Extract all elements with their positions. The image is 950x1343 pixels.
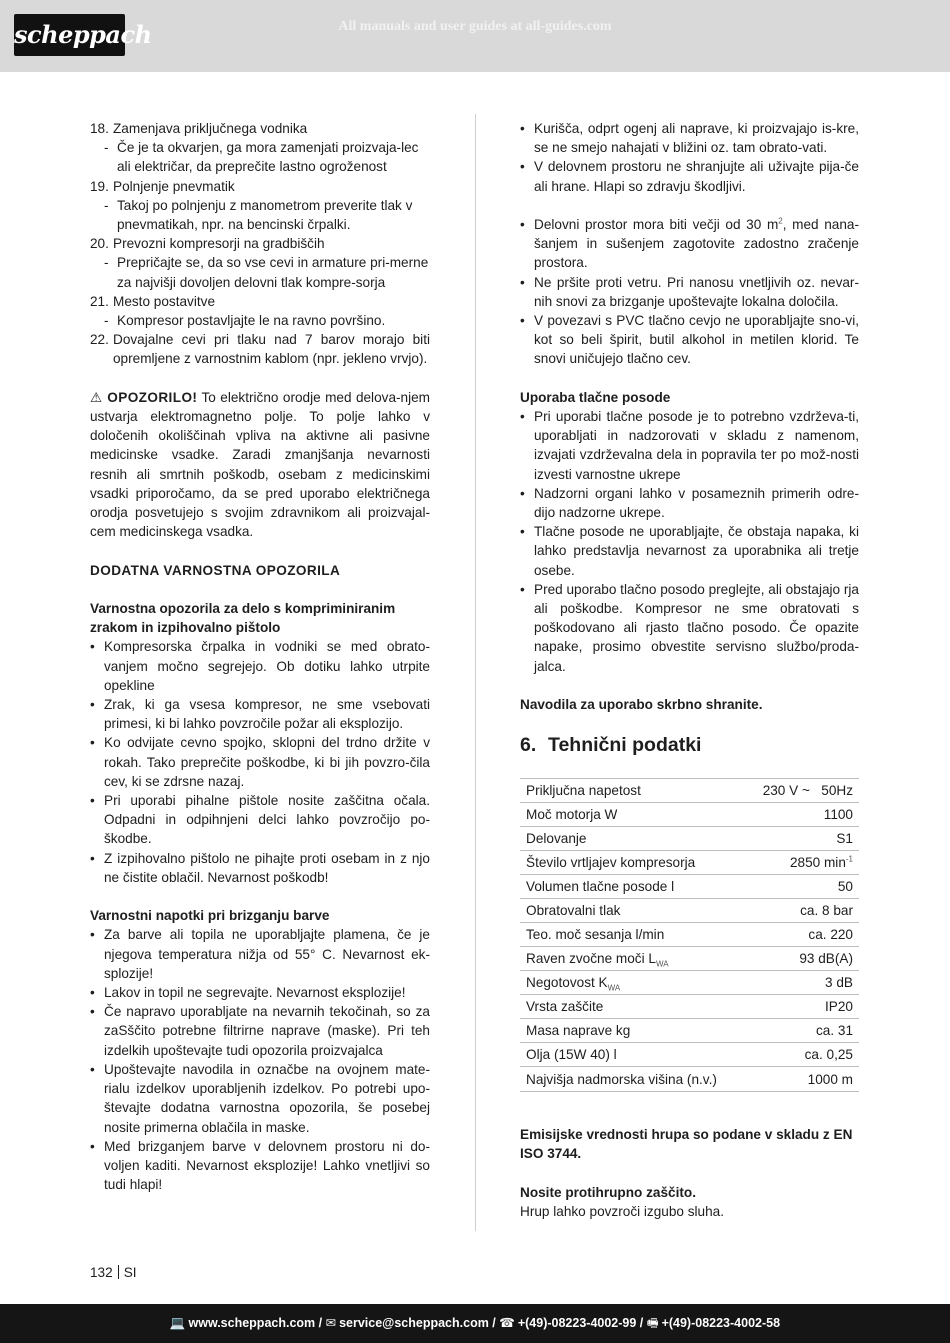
table-row: Moč motorja W 1100 — [520, 803, 859, 827]
list-item: • Zrak, ki ga vsesa kompresor, ne sme vsebovati primesi, ki bi lahko povzročile požar ali eksplozijo. — [90, 697, 430, 732]
footer-bar: 💻 www.scheppach.com / ✉ service@scheppach.com / ☎ +(49)-08223-4002-99 / 🖷 +(49)-08223-4002-58 — [0, 1304, 950, 1343]
mail-icon: ✉ — [325, 1316, 337, 1330]
table-row: Negotovost $K_{WA}$ 3 dB — [520, 971, 859, 995]
list-item: • Nadzorni organi lahko v posameznih primerih odre-dijo nadzorne ukrepe. — [520, 485, 859, 521]
right-column — [520, 119, 859, 1221]
top-bar — [0, 0, 950, 72]
warning-triangle-icon: ⚠ — [90, 389, 103, 405]
list-item: • Ko odvijate cevno spojko, sklopni del trdno držite v rokah. Tako preprečite poškodbe, ki bi jih povzro-čila cev, ki se zdrsne nazaj. — [90, 735, 430, 789]
list-item: • Kurišča, odprt ogenj ali naprave, ki proizvajajo is-kre, se ne smejo nahajati v bližini oz. tam obrato-vati. — [520, 121, 859, 156]
subsection-title: Varnostna opozorila za delo s kompriminiranim zrakom in izpihovalno pištolo — [90, 601, 396, 636]
scheppach-logo: scheppach — [14, 14, 125, 56]
ear-protection-title: Nosite protihrupno zaščito. — [520, 1184, 696, 1200]
table-row: Najvišja nadmorska višina (n.v.) 1000 m — [520, 1067, 859, 1092]
list-item: • Lakov in topil ne segrevajte. Nevarnost eksplozije! — [90, 985, 406, 1001]
table-row: Raven zvočne moči $L_{WA}$ 93 dB(A) — [520, 947, 859, 971]
sub-item: - Če je ta okvarjen, ga mora zamenjati proizvaja-lec ali električar, da preprečite lastno ogroženost — [104, 140, 419, 175]
tech-data-table — [520, 778, 859, 1092]
page-number: 132 SI — [90, 1265, 137, 1280]
table-row: Olja (15W 40) l ca. 0,25 — [520, 1043, 859, 1067]
list-item: 18. Zamenjava priključnega vodnika — [90, 121, 308, 136]
list-item: • Z izpihovalno pištolo ne pihajte proti osebam in z njo ne čistite oblačil. Nevarnost poškodb! — [90, 850, 430, 885]
watermark: All manuals and user guides at all-guides.com — [338, 19, 612, 34]
table-row: Število vrtljajev kompresorja 2850 $\min^{-1}$ — [520, 851, 859, 875]
column-divider — [475, 114, 476, 1231]
computer-icon: 💻 — [169, 1316, 186, 1330]
list-item: • Med brizganjem barve v delovnem prostoru ni do-voljen kaditi. Nevarnost eksplozije! Lahko vnetljivi so tudi hlapi! — [90, 1138, 430, 1193]
list-item: 21. Mesto postavitve — [90, 293, 215, 309]
list-item: • Kompresorska črpalka in vodniki se med obrato-vanjem močno segrejejo. Ob dotiku lahko utrpite opekline — [90, 639, 430, 693]
fax-icon: 🖷 — [646, 1316, 659, 1330]
table-row: Masa naprave kg ca. 31 — [520, 1019, 859, 1043]
table-row: Delovanje S1 — [520, 827, 859, 851]
table-row: Priključna napetost 230 V ~ 50Hz — [520, 779, 859, 803]
website-link[interactable]: www.scheppach.com — [188, 1316, 316, 1330]
sub-item: - Kompresor postavljajte le na ravno površino. — [104, 313, 386, 329]
ear-protection-text: Hrup lahko povzroči izgubo sluha. — [520, 1204, 725, 1220]
email-link[interactable]: service@scheppach.com — [339, 1316, 489, 1330]
subsection-title: Varnostni napotki pri brizganju barve — [90, 908, 330, 924]
left-column — [90, 119, 430, 1194]
list-item: • V povezavi s PVC tlačno cevjo ne uporabljajte sno-vi, kot so beli špirit, butil alkohol in metilen klorid. Te snovi uničujejo tlačno cev. — [520, 313, 859, 367]
table-row: Obratovalni tlak ca. 8 bar — [520, 899, 859, 923]
list-item: • Če napravo uporabljate na nevarnih tekočinah, so za zaSščito potrebne filtrirne naprave (maske). Pri teh izdelkih upoštevajte tudi opozorila proizvajalca — [90, 1004, 430, 1058]
warning-label: OPOZORILO! — [107, 389, 198, 405]
sub-item: - Prepričajte se, da so vse cevi in armature pri-merne za najvišji dovoljen delovni tlak kompre-sorja — [104, 255, 429, 290]
list-item: • Ne pršite proti vetru. Pri nanosu vnetljivih oz. nevar-nih snovi za brizganje upoštevajte lokalna določila. — [520, 274, 859, 309]
subsection-title: Uporaba tlačne posode — [520, 389, 671, 405]
list-item: • Tlačne posode ne uporabljajte, če obstaja napaka, ki lahko predstavlja nevarnost za uporabnika ali tretje osebe. — [520, 524, 859, 578]
warning-paragraph: ⚠ OPOZORILO! To električno orodje med delova-njem ustvarja elektromagnetno polje. To polje lahko v določenih okoliščinah vpliva na aktivne ali pasivne medicinske vsadke. Zaradi zmanjšanja nevarnosti resnih ali smrtnih poškodb, osebam z medicinskimi vsadki priporočamo, da se pred uporabo električnega orodja posvetujejo s svojim zdravnikom ali proizvajal-cem medicinskega vsadka. — [90, 389, 430, 540]
list-item: 20. Prevozni kompresorji na gradbiščih — [90, 236, 325, 252]
list-item: • Pred uporabo tlačno posodo preglejte, ali obstajajo rja ali poškodbe. Kompresor ne sme obratovati s poškodovano ali rjasto tlačno posodo. Če opazite napake, prosimo obvestite servisno službo/proda-jalca. — [520, 581, 859, 674]
tech-data-heading: 6. Tehnični podatki — [520, 734, 702, 757]
list-item: • Pri uporabi pihalne pištole nosite zaščitna očala. Odpadni in odpihnjeni delci lahko povzročijo po-škodbe. — [90, 793, 430, 847]
phone-number: +(49)-08223-4002-99 — [517, 1316, 637, 1330]
list-item: • V delovnem prostoru ne shranjujte ali uživajte pija-če ali hrane. Hlapi so zdravju škodljivi. — [520, 159, 859, 194]
list-item: 19. Polnjenje pnevmatik — [90, 178, 235, 194]
sub-item: - Takoj po polnjenju z manometrom preverite tlak v pnevmatikah, npr. na bencinski črpalki. — [104, 197, 413, 233]
list-item: • Pri uporabi tlačne posode je to potrebno vzdrževa-ti, uporabljati in nadzorovati v skladu z namenom, izvajati vzdrževalna dela in popravila ter po mož-nosti izvesti varnostne ukrepe — [520, 409, 859, 482]
list-item: • Za barve ali topila ne uporabljajte plamena, če je njegova temperatura nižja od 55° C. Nevarnost ek-splozije! — [90, 927, 430, 981]
fax-number: +(49)-08223-4002-58 — [661, 1316, 781, 1330]
noise-emission-note: Emisijske vrednosti hrupa so podane v skladu z EN ISO 3744. — [520, 1127, 853, 1162]
list-item: • Delovni prostor mora biti večji od 30 $m^2$, med nana-šanjem in sušenjem zagotovite zadostno zračenje prostora. — [520, 216, 859, 271]
section-title: DODATNA VARNOSTNA OPOZORILA — [90, 562, 341, 578]
table-row: Volumen tlačne posode l 50 — [520, 875, 859, 899]
table-row: Teo. moč sesanja l/min ca. 220 — [520, 923, 859, 947]
phone-icon: ☎ — [499, 1316, 515, 1330]
list-item: 22. Dovajalne cevi pri tlaku nad 7 barov morajo biti opremljene z varnostnim kablom (npr. jekleno vrvjo). — [90, 332, 430, 367]
list-item: • Upoštevajte navodila in označbe na ovojnem mate-rialu izdelkov uporabljenih izdelkov. Po potrebi upo-števajte dodatna varnostna opozorila, še posebej nosite primerna oblačila in maske. — [90, 1061, 430, 1135]
table-row: Vrsta zaščite IP20 — [520, 995, 859, 1019]
keep-instructions-note: Navodila za uporabo skrbno shranite. — [520, 697, 763, 713]
